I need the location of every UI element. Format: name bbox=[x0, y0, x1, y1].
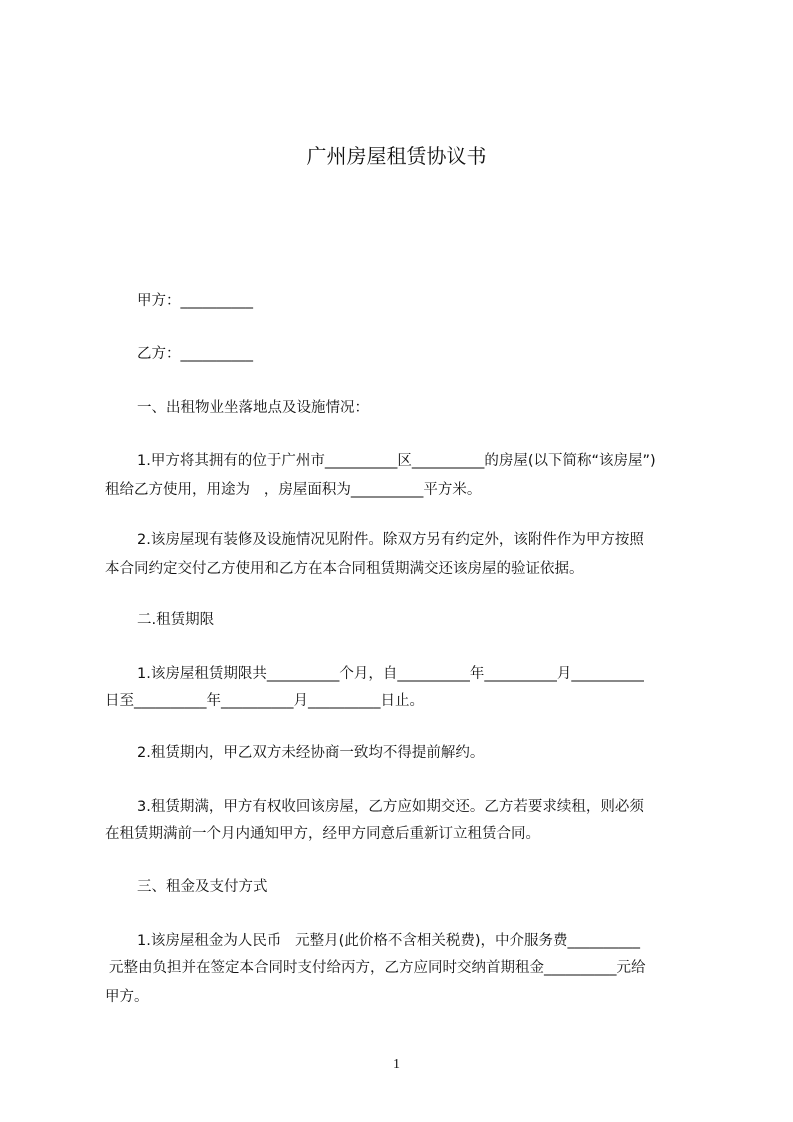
section-3-heading: 三、租金及支付方式 bbox=[137, 879, 268, 895]
section-1-clause-1-line-1: 1.甲方将其拥有的位于广州市__________区__________的房屋(以下简称“该房屋”) bbox=[137, 453, 656, 469]
section-2-clause-2: 2.租赁期内，甲乙双方未经协商一致均不得提前解约。 bbox=[137, 745, 485, 761]
section-1-clause-2-line-1: 2.该房屋现有装修及设施情况见附件。除双方另有约定外，该附件作为甲方按照 bbox=[137, 532, 644, 548]
section-2-clause-1-line-1: 1.该房屋租赁期限共__________个月，自__________年__________月__________ bbox=[137, 666, 644, 682]
section-1-clause-2-line-2: 本合同约定交付乙方使用和乙方在本合同租赁期满交还该房屋的验证依据。 bbox=[105, 561, 584, 577]
section-2-clause-3-line-1: 3.租赁期满，甲方有权收回该房屋，乙方应如期交还。乙方若要求续租，则必须 bbox=[137, 799, 644, 815]
section-2-clause-1-line-2: 日至__________年__________月__________日止。 bbox=[105, 693, 424, 709]
page-number: 1 bbox=[393, 1057, 400, 1072]
section-2-clause-3-line-2: 在租赁期满前一个月内通知甲方，经甲方同意后重新订立租赁合同。 bbox=[105, 826, 540, 842]
section-3-clause-1-line-1: 1.该房屋租金为人民币 元整月(此价格不含相关税费)，中介服务费__________ bbox=[137, 933, 640, 949]
section-1-clause-1-line-2: 租给乙方使用，用途为 ，房屋面积为__________平方米。 bbox=[105, 482, 482, 498]
section-3-clause-1-line-3: 甲方。 bbox=[105, 989, 149, 1005]
document-title: 广州房屋租赁协议书 bbox=[306, 144, 487, 168]
section-2-heading: 二.租赁期限 bbox=[137, 612, 215, 628]
section-1-heading: 一、出租物业坐落地点及设施情况： bbox=[137, 400, 369, 416]
party-a-line: 甲方：__________ bbox=[137, 293, 253, 309]
section-3-clause-1-line-2: 元整由负担并在签定本合同时支付给丙方，乙方应同时交纳首期租金__________元给 bbox=[109, 960, 646, 976]
party-b-line: 乙方：__________ bbox=[137, 346, 253, 362]
